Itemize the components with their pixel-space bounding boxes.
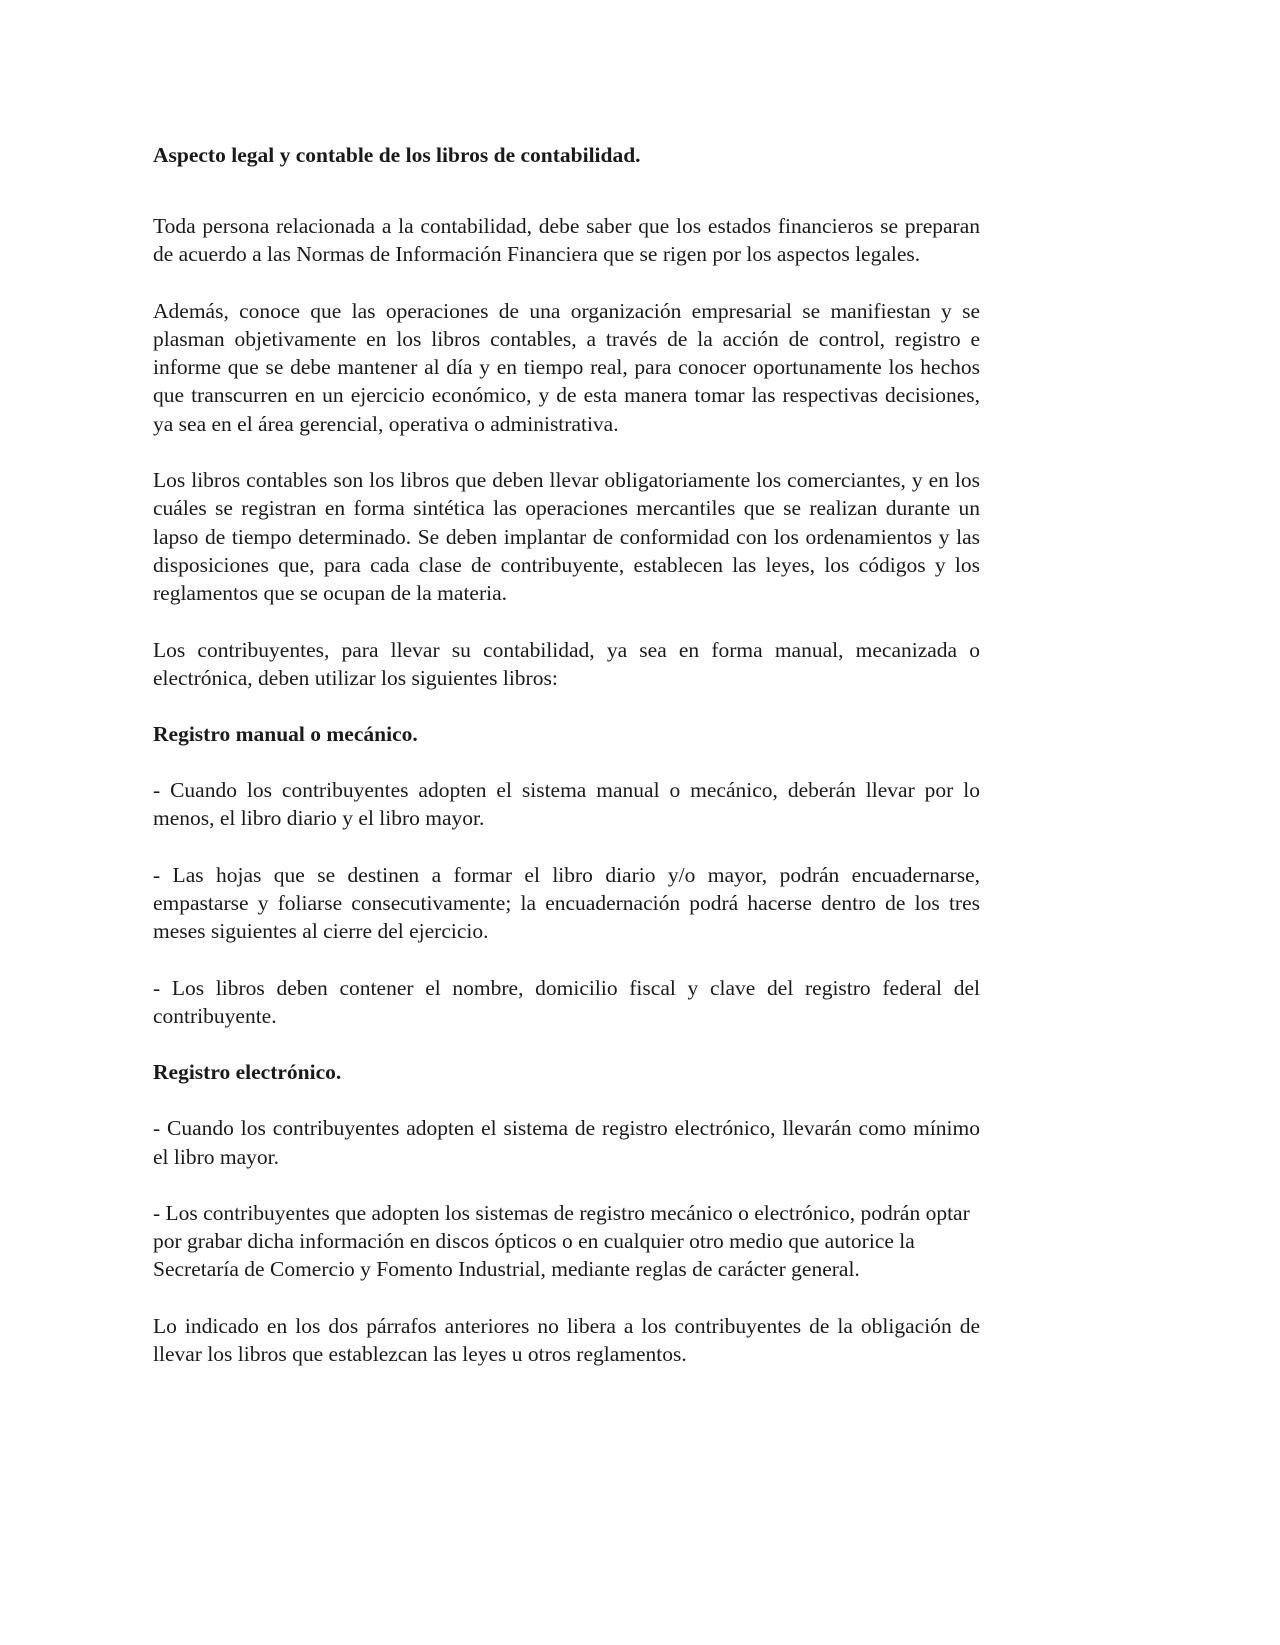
section-heading-manual: Registro manual o mecánico. <box>153 722 418 747</box>
closing-paragraph: Lo indicado en los dos párrafos anteriores no libera a los contribuyentes de la obligación de llevar los libros que establezcan las leyes u otros reglamentos. <box>153 1313 980 1367</box>
intro-paragraph-4: Los contribuyentes, para llevar su contabilidad, ya sea en forma manual, mecanizada o electrónica, deben utilizar los siguientes libros: <box>153 637 980 690</box>
electronic-item-2: - Los contribuyentes que adopten los sistemas de registro mecánico o electrónico, podrán optar por grabar dicha información en discos ópticos o en cualquier otro medio que autorice la Secretaría de Comercio y Fomento Industrial, mediante reglas de carácter general. <box>153 1200 970 1282</box>
intro-paragraph-1: Toda persona relacionada a la contabilidad, debe saber que los estados financieros se preparan de acuerdo a las Normas de Información Financiera que se rigen por los aspectos legales. <box>153 214 980 267</box>
electronic-item-1: - Cuando los contribuyentes adopten el sistema de registro electrónico, llevarán como mínimo el libro mayor. <box>153 1116 980 1169</box>
manual-item-1: - Cuando los contribuyentes adopten el sistema manual o mecánico, deberán llevar por lo menos, el libro diario y el libro mayor. <box>153 778 980 831</box>
intro-paragraph-2: Además, conoce que las operaciones de una organización empresarial se manifiestan y se plasman objetivamente en los libros contables, a través de la acción de control, registro e informe que se debe mantener al día y en tiempo real, para conocer oportunamente los hechos que transcurren en un ejercicio económico, y de esta manera tomar las respectivas decisiones, ya sea en el área gerencial, operativa o administrativa. <box>153 298 980 436</box>
section-heading-electronic: Registro electrónico. <box>153 1060 342 1085</box>
manual-item-3: - Los libros deben contener el nombre, domicilio fiscal y clave del registro federal del contribuyente. <box>153 975 980 1028</box>
document-page <box>153 141 980 1396</box>
document-title: Aspecto legal y contable de los libros de contabilidad. <box>153 143 641 167</box>
intro-paragraph-3: Los libros contables son los libros que deben llevar obligatoriamente los comerciantes, y en los cuáles se registran en forma sintética las operaciones mercantiles que se realizan durante un lapso de tiempo determinado. Se deben implantar de conformidad con los ordenamientos y las disposiciones que, para cada clase de contribuyente, establecen las leyes, los códigos y los reglamentos que se ocupan de la materia. <box>153 468 980 606</box>
manual-item-2: - Las hojas que se destinen a formar el libro diario y/o mayor, podrán encuadernarse, empastarse y foliarse consecutivamente; la encuadernación podrá hacerse dentro de los tres meses siguientes al cierre del ejercicio. <box>153 862 980 944</box>
